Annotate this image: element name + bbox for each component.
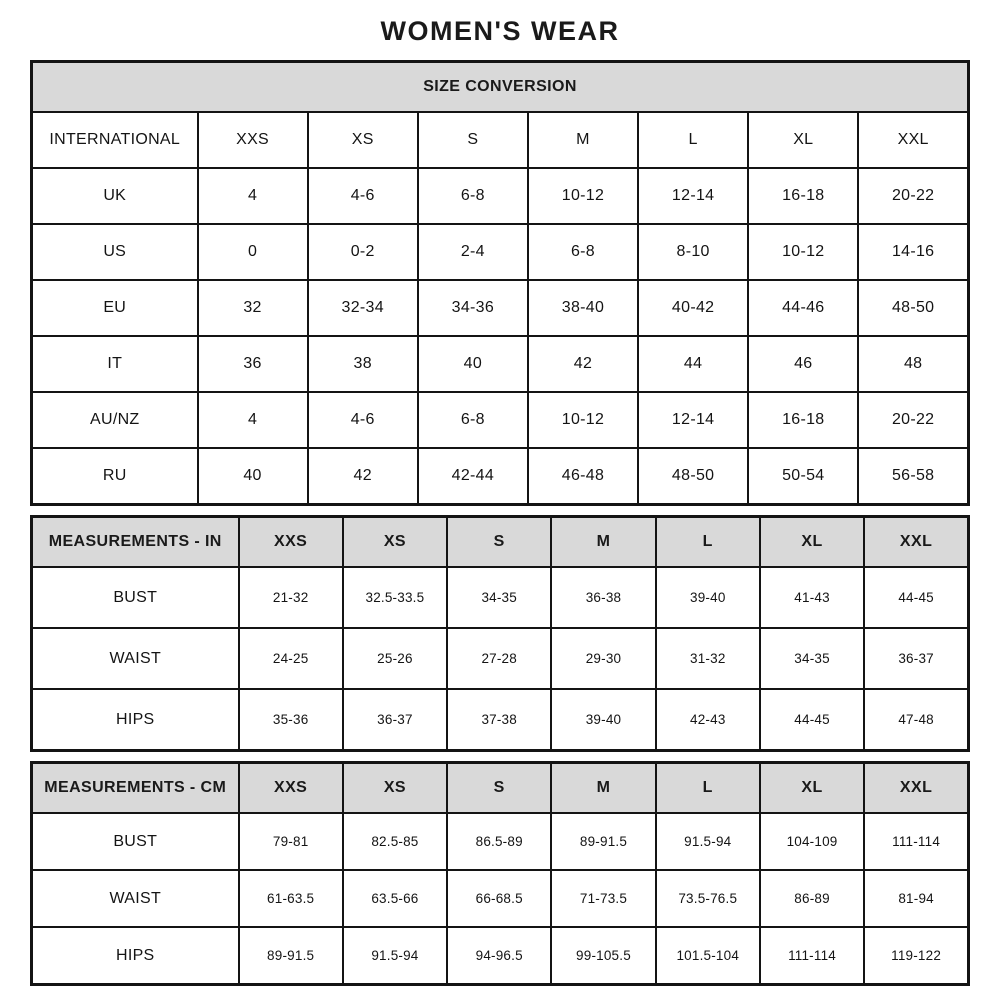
measurement-value-cell: 73.5-76.5 — [656, 870, 760, 927]
size-column-header: XS — [343, 763, 447, 814]
table-row — [32, 927, 969, 985]
size-value-cell: 34-36 — [418, 280, 528, 336]
measurement-value-cell: 99-105.5 — [551, 927, 655, 985]
measurement-label: WAIST — [32, 628, 239, 689]
size-column-header: M — [551, 763, 655, 814]
measurement-label: HIPS — [32, 689, 239, 751]
size-column-header: L — [656, 517, 760, 568]
table-row — [32, 628, 969, 689]
measurement-value-cell: 71-73.5 — [551, 870, 655, 927]
size-value-cell: 4 — [198, 392, 308, 448]
measurement-value-cell: 42-43 — [656, 689, 760, 751]
size-value-cell: 6-8 — [528, 224, 638, 280]
table-row — [32, 870, 969, 927]
size-value-cell: 48-50 — [638, 448, 748, 505]
measurement-value-cell: 91.5-94 — [656, 813, 760, 870]
size-value-cell: 38 — [308, 336, 418, 392]
measurement-value-cell: 36-38 — [551, 567, 655, 628]
table-row — [32, 517, 969, 568]
table-row — [32, 112, 969, 168]
table-row — [32, 763, 969, 814]
size-value-cell: 40-42 — [638, 280, 748, 336]
size-column-header: XS — [343, 517, 447, 568]
size-value-cell: 38-40 — [528, 280, 638, 336]
table-row — [32, 813, 969, 870]
size-value-cell: 42 — [528, 336, 638, 392]
size-value-cell: 42-44 — [418, 448, 528, 505]
size-value-cell: L — [638, 112, 748, 168]
measurement-value-cell: 36-37 — [343, 689, 447, 751]
size-value-cell: 10-12 — [528, 392, 638, 448]
measurement-value-cell: 104-109 — [760, 813, 864, 870]
table-row — [32, 392, 969, 448]
measurement-value-cell: 44-45 — [864, 567, 968, 628]
measurement-value-cell: 63.5-66 — [343, 870, 447, 927]
measurement-value-cell: 39-40 — [656, 567, 760, 628]
size-value-cell: 8-10 — [638, 224, 748, 280]
measurements-cm-table — [30, 761, 970, 986]
page-title: WOMEN'S WEAR — [380, 16, 620, 46]
measurement-value-cell: 61-63.5 — [239, 870, 343, 927]
measurement-value-cell: 24-25 — [239, 628, 343, 689]
region-label: EU — [32, 280, 198, 336]
size-value-cell: 32 — [198, 280, 308, 336]
region-label: AU/NZ — [32, 392, 198, 448]
measurement-value-cell: 31-32 — [656, 628, 760, 689]
region-label: IT — [32, 336, 198, 392]
measurement-value-cell: 21-32 — [239, 567, 343, 628]
size-column-header: L — [656, 763, 760, 814]
size-column-header: XXL — [864, 517, 968, 568]
measurement-value-cell: 66-68.5 — [447, 870, 551, 927]
size-value-cell: XXL — [858, 112, 968, 168]
size-value-cell: 46-48 — [528, 448, 638, 505]
measurement-value-cell: 39-40 — [551, 689, 655, 751]
table-row — [32, 224, 969, 280]
measurement-value-cell: 27-28 — [447, 628, 551, 689]
measurements-header: MEASUREMENTS - IN — [32, 517, 239, 568]
measurements-header: MEASUREMENTS - CM — [32, 763, 239, 814]
size-value-cell: 0 — [198, 224, 308, 280]
size-value-cell: 44-46 — [748, 280, 858, 336]
size-value-cell: 4-6 — [308, 168, 418, 224]
size-value-cell: 48 — [858, 336, 968, 392]
size-value-cell: 36 — [198, 336, 308, 392]
size-value-cell: 14-16 — [858, 224, 968, 280]
measurement-value-cell: 101.5-104 — [656, 927, 760, 985]
region-label: UK — [32, 168, 198, 224]
measurements-in-table — [30, 515, 970, 752]
size-value-cell: 20-22 — [858, 392, 968, 448]
size-value-cell: 42 — [308, 448, 418, 505]
measurement-value-cell: 34-35 — [447, 567, 551, 628]
size-value-cell: 50-54 — [748, 448, 858, 505]
table-row — [32, 62, 969, 113]
size-column-header: S — [447, 763, 551, 814]
size-value-cell: 40 — [198, 448, 308, 505]
size-value-cell: 40 — [418, 336, 528, 392]
size-value-cell: 4 — [198, 168, 308, 224]
measurement-label: HIPS — [32, 927, 239, 985]
measurement-value-cell: 29-30 — [551, 628, 655, 689]
size-conversion-table — [30, 60, 970, 506]
size-value-cell: 12-14 — [638, 168, 748, 224]
measurement-value-cell: 111-114 — [864, 813, 968, 870]
size-value-cell: 2-4 — [418, 224, 528, 280]
measurement-label: BUST — [32, 813, 239, 870]
size-value-cell: 16-18 — [748, 168, 858, 224]
measurement-value-cell: 35-36 — [239, 689, 343, 751]
size-value-cell: XXS — [198, 112, 308, 168]
table-row — [32, 336, 969, 392]
measurement-value-cell: 91.5-94 — [343, 927, 447, 985]
size-value-cell: 10-12 — [528, 168, 638, 224]
measurement-value-cell: 37-38 — [447, 689, 551, 751]
measurement-value-cell: 94-96.5 — [447, 927, 551, 985]
table-row — [32, 448, 969, 505]
table-row — [32, 689, 969, 751]
measurement-label: WAIST — [32, 870, 239, 927]
table-row — [32, 567, 969, 628]
table-row — [32, 168, 969, 224]
size-value-cell: 12-14 — [638, 392, 748, 448]
measurement-value-cell: 111-114 — [760, 927, 864, 985]
size-value-cell: 56-58 — [858, 448, 968, 505]
size-value-cell: XS — [308, 112, 418, 168]
region-label: INTERNATIONAL — [32, 112, 198, 168]
size-column-header: XXS — [239, 517, 343, 568]
size-column-header: XXS — [239, 763, 343, 814]
size-value-cell: 48-50 — [858, 280, 968, 336]
size-value-cell: M — [528, 112, 638, 168]
measurement-label: BUST — [32, 567, 239, 628]
size-value-cell: 6-8 — [418, 168, 528, 224]
measurement-value-cell: 44-45 — [760, 689, 864, 751]
size-value-cell: S — [418, 112, 528, 168]
measurement-value-cell: 79-81 — [239, 813, 343, 870]
size-value-cell: 20-22 — [858, 168, 968, 224]
size-value-cell: 10-12 — [748, 224, 858, 280]
size-value-cell: 4-6 — [308, 392, 418, 448]
measurement-value-cell: 89-91.5 — [551, 813, 655, 870]
size-conversion-header: SIZE CONVERSION — [32, 62, 969, 113]
measurement-value-cell: 32.5-33.5 — [343, 567, 447, 628]
size-value-cell: 46 — [748, 336, 858, 392]
region-label: RU — [32, 448, 198, 505]
size-column-header: S — [447, 517, 551, 568]
measurement-value-cell: 47-48 — [864, 689, 968, 751]
size-value-cell: 0-2 — [308, 224, 418, 280]
size-value-cell: 44 — [638, 336, 748, 392]
size-value-cell: 32-34 — [308, 280, 418, 336]
measurement-value-cell: 119-122 — [864, 927, 968, 985]
measurement-value-cell: 86-89 — [760, 870, 864, 927]
size-value-cell: 16-18 — [748, 392, 858, 448]
measurement-value-cell: 81-94 — [864, 870, 968, 927]
size-column-header: XL — [760, 517, 864, 568]
size-column-header: M — [551, 517, 655, 568]
measurement-value-cell: 34-35 — [760, 628, 864, 689]
measurement-value-cell: 25-26 — [343, 628, 447, 689]
measurement-value-cell: 82.5-85 — [343, 813, 447, 870]
measurement-value-cell: 36-37 — [864, 628, 968, 689]
size-column-header: XL — [760, 763, 864, 814]
table-row — [32, 280, 969, 336]
size-value-cell: 6-8 — [418, 392, 528, 448]
measurement-value-cell: 41-43 — [760, 567, 864, 628]
measurement-value-cell: 89-91.5 — [239, 927, 343, 985]
size-value-cell: XL — [748, 112, 858, 168]
measurement-value-cell: 86.5-89 — [447, 813, 551, 870]
size-column-header: XXL — [864, 763, 968, 814]
region-label: US — [32, 224, 198, 280]
